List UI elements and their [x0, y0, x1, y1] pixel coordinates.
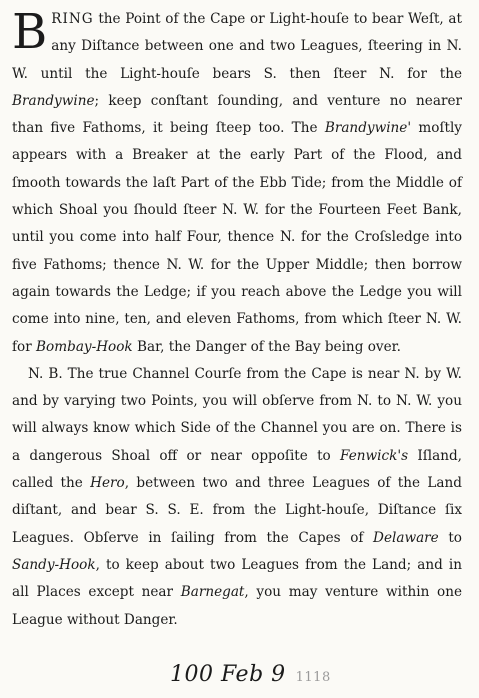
italic-place-name: Brandywine — [324, 120, 408, 137]
italic-place-name: Fenwick's — [340, 447, 409, 464]
opening-word: RING — [51, 11, 94, 27]
text-segment: ' moſtly appears with a Breaker at the early Part of the Flood, and ſmooth towards the laſt Part of the Ebb Tide; from the Middle of which Shoal you ſhould ſteer N. W. for the Fourteen Feet Bank, until you come into half Four, thence N. for the Croſsledge into five Fathoms; thence N. W. for the Upper Middle; then borrow again towards the Ledge; if you reach above the Ledge you will come into nine, ten, and eleven Fathoms, from which ſteer N. W. for — [12, 120, 462, 355]
handwritten-annotation — [170, 662, 331, 687]
text-segment: , you may venture within one League without Danger. — [12, 584, 462, 628]
text-segment: , to keep about two Leagues from the Land; and in all Places except near — [12, 556, 462, 601]
italic-place-name: Delaware — [373, 529, 439, 546]
italic-place-name: Barnegat — [180, 584, 245, 601]
italic-place-name: Sandy-Hook — [12, 556, 96, 573]
handwritten-note: 100 Feb 9 — [170, 662, 286, 687]
paragraph-1 — [12, 6, 462, 361]
text-segment: N. B. The true Channel Courſe from the Cape is near N. by W. and by varying two Points, you will obſerve from N. to N. W. you will always know which Side of the Channel you are on. There is a dangerous Shoal off or near oppoſite to — [12, 365, 462, 464]
italic-place-name: Bombay-Hook — [36, 338, 133, 355]
body-text — [12, 6, 462, 634]
drop-cap: B — [12, 4, 48, 60]
faint-note: 1118 — [295, 670, 331, 685]
text-segment: Bar, the Danger of the Bay being over. — [132, 338, 401, 355]
text-segment: Iſland, called the — [12, 447, 462, 492]
text-segment: , between two and three Leagues of the Land diſtant, and bear S. S. E. from the Light-houſe, Diſtance ſix Leagues. Obſerve in ſailing from the Capes of — [12, 475, 462, 546]
italic-place-name: Brandywine — [12, 92, 95, 109]
text-segment: the Point of the Cape or Light-houſe to bear Weſt, at any Diſtance between one and two Leagues, ſteering in N. W. until the Light-houſe bears S. then ſteer N. for the — [12, 11, 462, 82]
italic-place-name: Hero — [90, 475, 125, 492]
text-segment: to — [438, 529, 462, 546]
paragraph-2 — [12, 361, 462, 634]
text-segment: ; keep conſtant ſounding, and venture no nearer than five Fathoms, it being ſteep too. The — [12, 92, 462, 137]
